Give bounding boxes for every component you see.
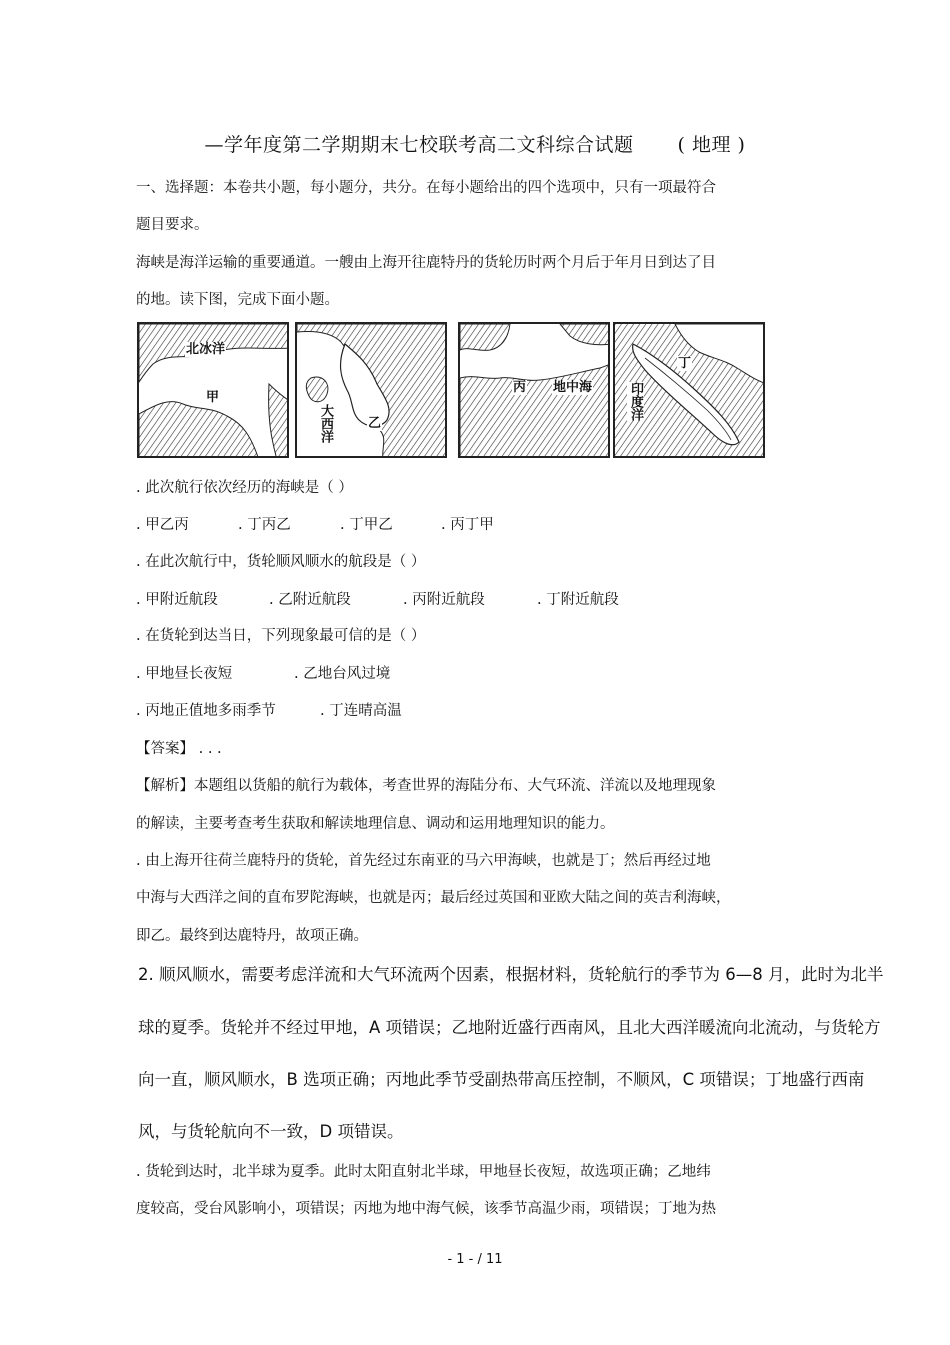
title-subject: ( 地理 ) — [677, 134, 746, 156]
analysis-p3-line-1: . 货轮到达时，北半球为夏季。此时太阳直射北半球，甲地昼长夜短，故选项正确；乙地纬 — [136, 1164, 711, 1180]
question-2-options — [136, 588, 619, 609]
q2-option-b: . 乙附近航段 — [269, 592, 351, 608]
analysis-line-2: 的解读，主要考查考生获取和解读地理信息、调动和运用地理知识的能力。 — [136, 816, 615, 832]
analysis-p1-line-2: 中海与大西洋之间的直布罗陀海峡，也就是丙；最后经过英国和亚欧大陆之间的英吉利海峡， — [136, 890, 731, 906]
map-ding — [613, 322, 765, 458]
map-label-atlantic-ocean: 大西洋 — [318, 404, 333, 443]
q3-option-b: . 乙地台风过境 — [294, 666, 391, 682]
question-3-options-row-2 — [136, 699, 402, 720]
q3-option-c: . 丙地正值地多雨季节 — [136, 703, 276, 719]
intro-line-2: 的地。读下图，完成下面小题。 — [136, 292, 339, 308]
q2-option-a: . 甲附近航段 — [136, 592, 218, 608]
q2-option-d: . 丁附近航段 — [537, 592, 619, 608]
map-label-yi: 乙 — [368, 416, 382, 431]
section-instruction-2: 题目要求。 — [136, 217, 209, 233]
map-label-bing: 丙 — [513, 380, 527, 395]
question-1-options — [136, 513, 494, 534]
q1-option-d: . 丙丁甲 — [441, 517, 494, 533]
analysis-p2-line-3: 向一直，顺风顺水，B 选项正确；丙地此季节受副热带高压控制，不顺风，C 项错误；丁地盛行西南 — [138, 1070, 865, 1089]
q3-option-a: . 甲地昼长夜短 — [136, 666, 233, 682]
analysis-p3-line-2: 度较高，受台风影响小，项错误；丙地为地中海气候，该季节高温少雨，项错误；丁地为热 — [136, 1201, 716, 1217]
map-label-mediterranean-sea: 地中海 — [553, 380, 593, 395]
page-title — [0, 130, 950, 157]
intro-line-1: 海峡是海洋运输的重要通道。一艘由上海开往鹿特丹的货轮历时两个月后于年月日到达了目 — [136, 255, 716, 271]
section-instruction-1: 一、选择题：本卷共小题，每小题分，共分。在每小题给出的四个选项中，只有一项最符合 — [136, 180, 716, 196]
q2-option-c: . 丙附近航段 — [403, 592, 485, 608]
analysis-p2-line-4: 风，与货轮航向不一致，D 项错误。 — [138, 1122, 404, 1141]
q1-option-b: . 丁丙乙 — [238, 517, 291, 533]
map-label-ding: 丁 — [678, 356, 692, 371]
q1-option-c: . 丁甲乙 — [340, 517, 393, 533]
page-number: - 1 - / 11 — [447, 1252, 503, 1267]
question-3-options-row-1 — [136, 662, 390, 683]
map-label-arctic-ocean: 北冰洋 — [186, 342, 226, 357]
analysis-p1-line-3: 即乙。最终到达鹿特丹，故项正确。 — [136, 928, 368, 944]
analysis-line-1: 【解析】本题组以货船的航行为载体，考查世界的海陆分布、大气环流、洋流以及地理现象 — [136, 778, 716, 794]
analysis-p1-line-1: . 由上海开往荷兰鹿特丹的货轮，首先经过东南亚的马六甲海峡，也就是丁；然后再经过地 — [136, 853, 711, 869]
question-2-stem: . 在此次航行中，货轮顺风顺水的航段是（ ） — [136, 554, 426, 570]
q1-option-a: . 甲乙丙 — [136, 517, 189, 533]
map-jia — [137, 322, 289, 458]
question-1-stem: . 此次航行依次经历的海峡是（ ） — [136, 480, 353, 496]
title-main: —学年度第二学期期末七校联考高二文科综合试题 — [204, 134, 634, 156]
q3-option-d: . 丁连晴高温 — [320, 703, 402, 719]
question-3-stem: . 在货轮到达当日，下列现象最可信的是（ ） — [136, 628, 426, 644]
analysis-p2-line-1: 2. 顺风顺水，需要考虑洋流和大气环流两个因素，根据材料，货轮航行的季节为 6—8 月，此时为北半 — [138, 965, 884, 984]
map-bing — [458, 322, 610, 458]
analysis-p2-line-2: 球的夏季。货轮并不经过甲地，A 项错误；乙地附近盛行西南风，且北大西洋暖流向北流动，与货轮方 — [138, 1018, 881, 1037]
map-yi — [295, 322, 447, 458]
map-label-jia: 甲 — [206, 390, 220, 405]
answer-line: 【答案】 . . . — [136, 741, 222, 757]
strait-maps — [137, 322, 753, 460]
map-label-indian-ocean: 印度洋 — [628, 382, 643, 421]
